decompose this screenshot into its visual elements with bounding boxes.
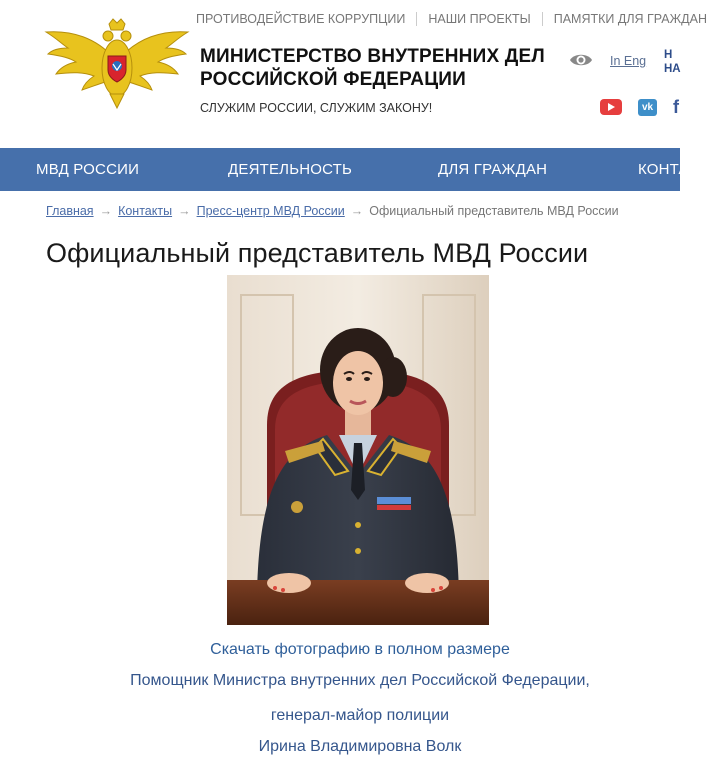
nav-item-contacts[interactable]: КОНТА (638, 161, 689, 178)
breadcrumb-current: Официальный представитель МВД России (369, 204, 619, 218)
org-slogan: СЛУЖИМ РОССИИ, СЛУЖИМ ЗАКОНУ! (200, 101, 433, 115)
nav-item-activity[interactable]: ДЕЯТЕЛЬНОСТЬ (228, 161, 353, 178)
nav-item-mvd-russia[interactable]: МВД РОССИИ (36, 161, 140, 178)
breadcrumb-separator: → (99, 204, 113, 218)
youtube-icon[interactable] (600, 99, 622, 115)
anticorruption-link[interactable]: ПРОТИВОДЕЙСТВИЕ КОРРУПЦИИ (196, 12, 406, 26)
org-name-line1: МИНИСТЕРСТВО ВНУТРЕННИХ ДЕЛ (200, 46, 545, 67)
truncated-text-line2: НА (664, 63, 681, 75)
official-position: Помощник Министра внутренних дел Российской Федерации, (130, 672, 590, 689)
org-name[interactable] (200, 45, 545, 91)
divider (542, 12, 543, 26)
breadcrumb-separator: → (178, 204, 191, 218)
breadcrumb-contacts[interactable]: Контакты (118, 204, 173, 218)
our-projects-link[interactable]: НАШИ ПРОЕКТЫ (428, 12, 531, 26)
truncated-header-link[interactable] (664, 48, 681, 76)
org-name-line2: РОССИЙСКОЙ ФЕДЕРАЦИИ (200, 69, 467, 90)
english-version-link[interactable]: In Eng (610, 54, 647, 68)
breadcrumb-separator: → (350, 204, 364, 218)
citizen-memos-link[interactable]: ПАМЯТКИ ДЛЯ ГРАЖДАН (553, 12, 708, 26)
eagle-emblem-icon[interactable] (44, 18, 190, 110)
page-title: Официальный представитель МВД России (46, 238, 589, 268)
download-photo-link[interactable]: Скачать фотографию в полном размере (210, 641, 510, 658)
official-portrait-photo (227, 275, 489, 625)
site-header (0, 0, 708, 148)
vk-icon[interactable]: vk (638, 99, 657, 116)
breadcrumb-press-center[interactable]: Пресс-центр МВД России (196, 204, 345, 218)
main-nav (0, 148, 689, 191)
official-name: Ирина Владимировна Волк (258, 738, 462, 755)
eye-icon[interactable] (569, 51, 593, 69)
facebook-icon[interactable]: f (673, 97, 679, 117)
nav-item-for-citizens[interactable]: ДЛЯ ГРАЖДАН (438, 161, 548, 178)
top-links (196, 12, 708, 28)
truncated-text-line1: Н (664, 49, 673, 61)
official-rank: генерал-майор полиции (270, 707, 450, 724)
breadcrumb (46, 204, 619, 218)
breadcrumb-home[interactable]: Главная (46, 204, 94, 218)
divider (416, 12, 417, 26)
